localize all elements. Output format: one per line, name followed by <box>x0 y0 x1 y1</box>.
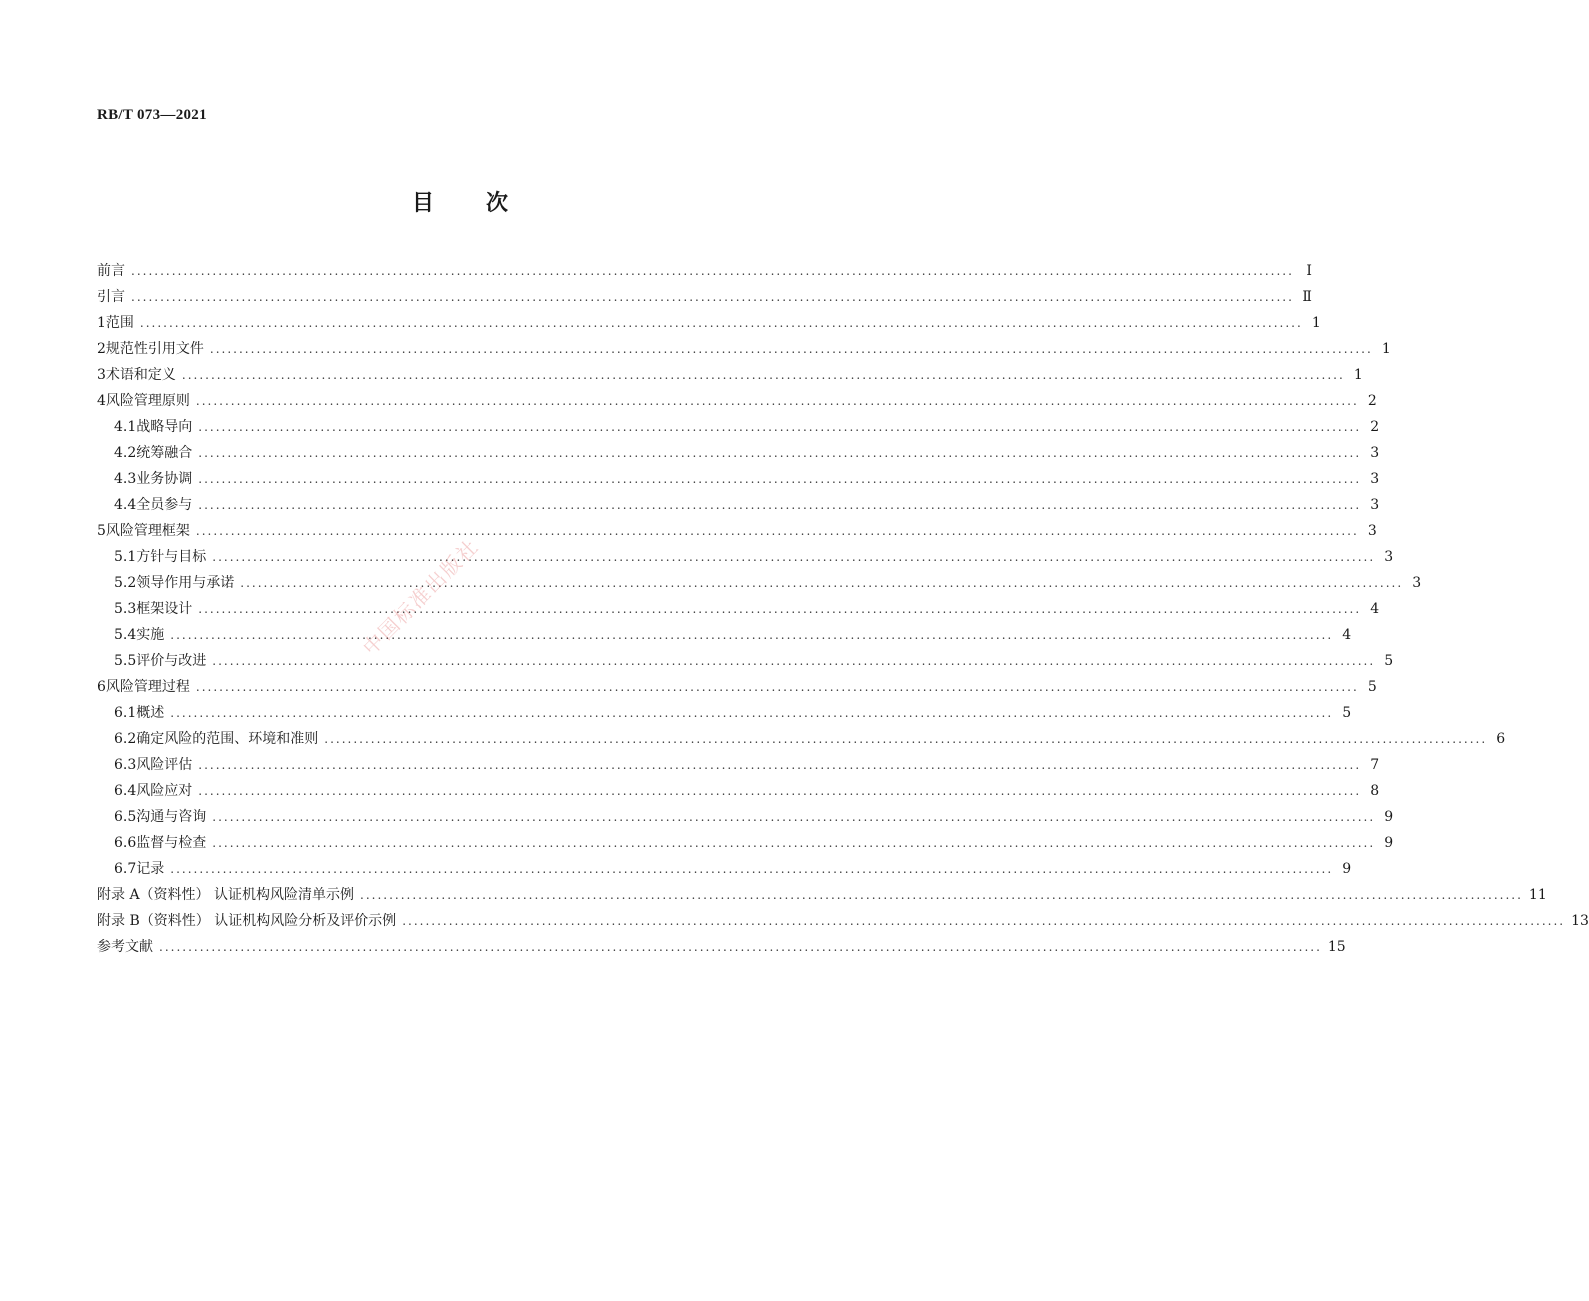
toc-entry-page: 8 <box>1370 783 1380 799</box>
toc-leader-dots: ........................................................................................................................................................................................................ <box>198 758 1362 772</box>
toc-entry-label: 概述 <box>136 705 165 721</box>
toc-entry-number: 4 <box>97 393 106 409</box>
toc-entry-page: 11 <box>1528 887 1547 903</box>
toc-entry[interactable] <box>97 754 1380 780</box>
toc-entry-page: Ⅰ <box>1306 263 1312 279</box>
toc-entry-number: 6.5 <box>114 809 137 825</box>
toc-entry-page: 5 <box>1367 679 1377 695</box>
toc-entry-page: 6 <box>1496 731 1506 747</box>
toc-leader-dots: ........................................................................................................................................................................................................ <box>131 264 1294 278</box>
toc-entry-label: 战略导向 <box>136 419 193 435</box>
toc-entry-label: 引言 <box>97 289 125 305</box>
toc-entry-number: 4.2 <box>114 445 137 461</box>
standard-code: RB/T 073—2021 <box>97 107 207 123</box>
toc-entry-label: 风险应对 <box>136 783 193 799</box>
toc-leader-dots: ........................................................................................................................................................................................................ <box>198 420 1362 434</box>
toc-entry-number: 5 <box>97 523 106 539</box>
toc-entry[interactable] <box>97 728 1506 754</box>
toc-leader-dots: ........................................................................................................................................................................................................ <box>181 368 1345 382</box>
toc-entry[interactable] <box>97 494 1380 520</box>
toc-entry-page: 9 <box>1384 809 1394 825</box>
toc-leader-dots: ........................................................................................................................................................................................................ <box>198 498 1362 512</box>
toc-entry-label: 监督与检查 <box>136 835 207 851</box>
toc-entry-label: 规范性引用文件 <box>105 341 204 357</box>
toc-leader-dots: ........................................................................................................................................................................................................ <box>198 446 1362 460</box>
toc-entry-page: 1 <box>1311 315 1321 331</box>
toc-entry-number: 6.1 <box>114 705 137 721</box>
toc-leader-dots: ........................................................................................................................................................................................................ <box>170 706 1334 720</box>
toc-entry-number: 4.4 <box>114 497 137 513</box>
toc-entry-number: 4.3 <box>114 471 137 487</box>
toc-leader-dots: ........................................................................................................................................................................................................ <box>198 472 1362 486</box>
toc-entry[interactable] <box>97 260 1312 286</box>
toc-entry-label: 参考文献 <box>97 939 153 955</box>
toc-entry-number: 2 <box>97 341 106 357</box>
toc-leader-dots: ........................................................................................................................................................................................................ <box>212 836 1376 850</box>
toc-entry-label: 业务协调 <box>136 471 193 487</box>
toc-leader-dots: ........................................................................................................................................................................................................ <box>170 628 1334 642</box>
toc-entry-page: 4 <box>1370 601 1380 617</box>
toc-entry-page: 5 <box>1342 705 1352 721</box>
toc-entry-label: 前言 <box>97 263 125 279</box>
toc-entry-page: 15 <box>1327 939 1346 955</box>
toc-leader-dots: ........................................................................................................................................................................................................ <box>159 940 1322 954</box>
toc-entry-label: 范围 <box>105 315 134 331</box>
toc-entry-label: 记录 <box>136 861 165 877</box>
toc-entry-number: 1 <box>97 315 106 331</box>
toc-entry[interactable] <box>97 364 1363 390</box>
toc-entry-label: 风险评估 <box>136 757 193 773</box>
toc-leader-dots: ........................................................................................................................................................................................................ <box>212 810 1376 824</box>
page-title <box>0 186 920 217</box>
toc-entry-label: 风险管理框架 <box>105 523 190 539</box>
toc-entry-number: 6.2 <box>114 731 137 747</box>
toc-entry-number: 5.2 <box>114 575 137 591</box>
toc-entry-number: 6.7 <box>114 861 137 877</box>
toc-entry[interactable] <box>97 598 1380 624</box>
toc-entry[interactable] <box>97 416 1380 442</box>
table-of-contents <box>97 260 1589 962</box>
toc-entry-number: 6.3 <box>114 757 137 773</box>
toc-entry-page: 5 <box>1384 653 1394 669</box>
toc-leader-dots: ........................................................................................................................................................................................................ <box>360 888 1523 902</box>
toc-entry-label: 附录 B（资料性） 认证机构风险分析及评价示例 <box>97 913 397 929</box>
toc-entry[interactable] <box>97 676 1377 702</box>
toc-leader-dots: ........................................................................................................................................................................................................ <box>209 342 1373 356</box>
toc-entry[interactable] <box>97 390 1377 416</box>
toc-entry-page: 7 <box>1370 757 1380 773</box>
toc-leader-dots: ........................................................................................................................................................................................................ <box>195 680 1359 694</box>
toc-entry[interactable] <box>97 312 1321 338</box>
toc-entry[interactable] <box>97 702 1352 728</box>
toc-entry[interactable] <box>97 624 1352 650</box>
toc-entry-page: 3 <box>1412 575 1422 591</box>
toc-entry-label: 框架设计 <box>136 601 193 617</box>
toc-leader-dots: ........................................................................................................................................................................................................ <box>198 784 1362 798</box>
toc-entry-page: 2 <box>1370 419 1380 435</box>
toc-entry[interactable] <box>97 858 1352 884</box>
toc-entry-label: 风险管理过程 <box>105 679 190 695</box>
toc-entry-label: 确定风险的范围、环境和准则 <box>136 731 319 747</box>
toc-entry-page: 1 <box>1381 341 1391 357</box>
toc-entry-number: 5.3 <box>114 601 137 617</box>
toc-entry[interactable] <box>97 442 1380 468</box>
toc-entry-page: 13 <box>1571 913 1589 929</box>
toc-entry-number: 6.6 <box>114 835 137 851</box>
toc-entry-label: 全员参与 <box>136 497 193 513</box>
toc-leader-dots: ........................................................................................................................................................................................................ <box>139 316 1303 330</box>
toc-entry[interactable] <box>97 884 1547 910</box>
toc-entry-label: 评价与改进 <box>136 653 207 669</box>
toc-entry-page: 3 <box>1367 523 1377 539</box>
toc-entry-label: 术语和定义 <box>105 367 176 383</box>
toc-entry-number: 5.4 <box>114 627 137 643</box>
title-char-1: 目 <box>411 191 434 216</box>
toc-entry-label: 方针与目标 <box>136 549 207 565</box>
toc-entry-page: Ⅱ <box>1302 289 1312 305</box>
toc-entry-page: 1 <box>1353 367 1363 383</box>
toc-leader-dots: ........................................................................................................................................................................................................ <box>212 654 1376 668</box>
toc-entry-label: 统筹融合 <box>136 445 193 461</box>
toc-entry-page: 9 <box>1384 835 1394 851</box>
toc-leader-dots: ........................................................................................................................................................................................................ <box>195 524 1359 538</box>
toc-entry-label: 风险管理原则 <box>105 393 190 409</box>
toc-entry-label: 沟通与咨询 <box>136 809 207 825</box>
toc-leader-dots: ........................................................................................................................................................................................................ <box>324 732 1488 746</box>
toc-entry[interactable] <box>97 910 1589 936</box>
toc-entry-page: 3 <box>1370 497 1380 513</box>
title-char-2: 次 <box>486 191 509 216</box>
toc-entry[interactable] <box>97 650 1394 676</box>
toc-entry[interactable] <box>97 936 1346 962</box>
toc-entry-label: 领导作用与承诺 <box>136 575 235 591</box>
toc-entry[interactable] <box>97 468 1380 494</box>
toc-leader-dots: ........................................................................................................................................................................................................ <box>131 290 1294 304</box>
toc-entry-number: 3 <box>97 367 106 383</box>
toc-entry-page: 4 <box>1342 627 1352 643</box>
toc-entry[interactable] <box>97 806 1394 832</box>
toc-entry-number: 4.1 <box>114 419 137 435</box>
toc-entry-label: 实施 <box>136 627 165 643</box>
toc-entry[interactable] <box>97 780 1380 806</box>
toc-entry[interactable] <box>97 832 1394 858</box>
toc-entry-number: 6 <box>97 679 106 695</box>
toc-leader-dots: ........................................................................................................................................................................................................ <box>240 576 1404 590</box>
toc-leader-dots: ........................................................................................................................................................................................................ <box>198 602 1362 616</box>
toc-leader-dots: ........................................................................................................................................................................................................ <box>402 914 1566 928</box>
toc-entry-number: 6.4 <box>114 783 137 799</box>
toc-entry-number: 5.1 <box>114 549 137 565</box>
toc-entry[interactable] <box>97 338 1391 364</box>
toc-entry-page: 3 <box>1370 445 1380 461</box>
toc-entry-page: 3 <box>1370 471 1380 487</box>
toc-entry-label: 附录 A（资料性） 认证机构风险清单示例 <box>97 887 355 903</box>
toc-entry-page: 3 <box>1384 549 1394 565</box>
toc-entry-page: 2 <box>1367 393 1377 409</box>
toc-entry-page: 9 <box>1342 861 1352 877</box>
toc-entry-number: 5.5 <box>114 653 137 669</box>
watermark: 中国标准出版社 <box>357 533 484 660</box>
toc-entry[interactable] <box>97 286 1312 312</box>
toc-leader-dots: ........................................................................................................................................................................................................ <box>195 394 1359 408</box>
toc-leader-dots: ........................................................................................................................................................................................................ <box>170 862 1334 876</box>
toc-leader-dots: ........................................................................................................................................................................................................ <box>212 550 1376 564</box>
